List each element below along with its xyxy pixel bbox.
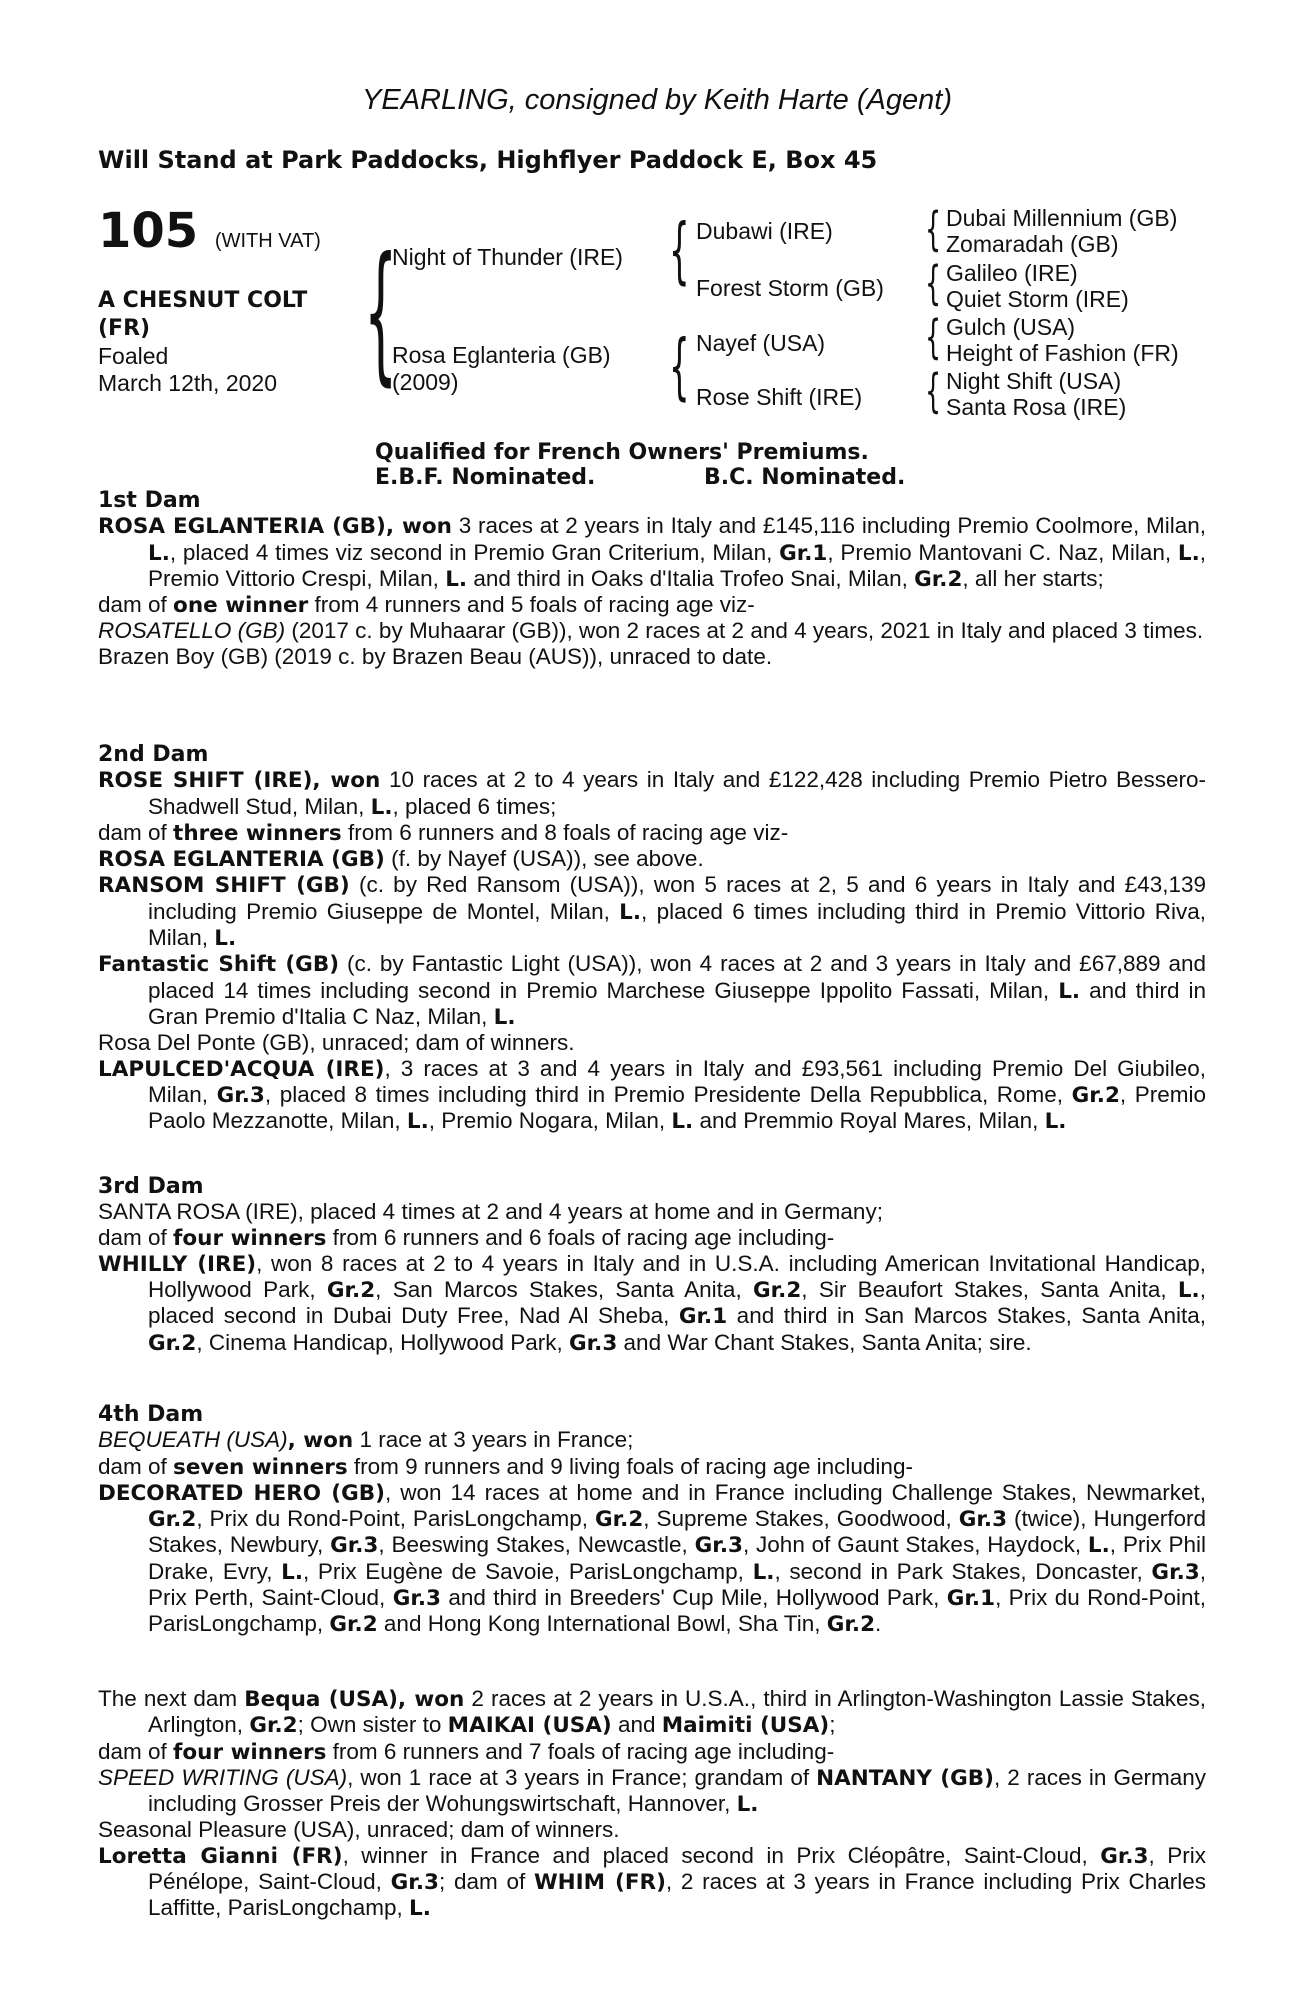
text: from 9 runners and 9 living foals of racing age including- xyxy=(347,1453,913,1479)
bc-nominated: B.C. Nominated. xyxy=(704,465,906,490)
text: (f. by Nayef (USA)), see above. xyxy=(384,846,704,872)
group: Gr.3 xyxy=(568,1330,618,1356)
group: Gr.3 xyxy=(216,1082,265,1108)
winners-count: four winners xyxy=(173,1225,327,1251)
winners-count: one winner xyxy=(173,593,309,619)
text: , Premio Paolo Mezzanotte, Milan, xyxy=(148,1081,1206,1134)
listed: L. xyxy=(493,1004,516,1030)
group: Gr.2 xyxy=(329,1612,378,1638)
winners-count: seven winners xyxy=(173,1454,348,1480)
group: Gr.2 xyxy=(752,1278,802,1304)
text: and third in Gran Premio d'Italia C Naz, Milan, xyxy=(148,977,1207,1029)
horse-name: DECORATED HERO (GB) xyxy=(98,1480,385,1506)
produce-lapulcedacqua xyxy=(98,1056,1206,1135)
dam-sire: Nayef (USA) xyxy=(696,330,826,356)
group: Gr.3 xyxy=(1151,1559,1200,1585)
text: ; Own sister to xyxy=(297,1712,448,1738)
text: , won 1 race at 3 years in France; grandam of xyxy=(347,1764,817,1790)
text: , second in Park Stakes, Doncaster, xyxy=(774,1558,1152,1584)
listed: L. xyxy=(752,1559,775,1585)
listed: L. xyxy=(281,1559,303,1585)
brace-g3: { xyxy=(925,310,942,364)
listed: L. xyxy=(445,566,468,592)
granddam-4: Santa Rosa (IRE) xyxy=(946,394,1127,420)
qualified-french: Qualified for French Owners' Premiums. xyxy=(375,440,869,465)
lot-name-line1: A CHESNUT COLT xyxy=(98,288,308,313)
text: (twice), Hungerford Stakes, Newbury, xyxy=(148,1506,1207,1558)
text: The next dam xyxy=(98,1686,245,1711)
second-dam-name: ROSE SHIFT (IRE), won xyxy=(98,768,381,794)
horse-name: ROSATELLO (GB) xyxy=(98,618,286,644)
first-dam-produce-summary xyxy=(98,592,1206,618)
text: , 2 races at 3 years in France including Prix Charles Laffitte, ParisLongchamp, xyxy=(148,1869,1207,1921)
text: dam of xyxy=(98,819,174,845)
text: , John of Gaunt Stakes, Haydock, xyxy=(742,1532,1088,1558)
fourth-dam-record xyxy=(98,1427,1206,1453)
text: , Prix Perth, Saint-Cloud, xyxy=(148,1558,1206,1611)
text: dam of xyxy=(98,1224,174,1250)
text: , placed 6 times including third in Premio Vittorio Riva, Milan, xyxy=(148,898,1206,951)
fourth-dam-name: BEQUEATH (USA) xyxy=(98,1427,288,1453)
produce-rosa-del-ponte: Rosa Del Ponte (GB), unraced; dam of winners. xyxy=(98,1030,575,1056)
group: Gr.1 xyxy=(779,540,828,566)
listed: L. xyxy=(214,926,237,952)
group: Gr.2 xyxy=(826,1612,876,1638)
winners-count: four winners xyxy=(173,1739,327,1765)
fourth-dam-section xyxy=(98,1402,1206,1638)
granddam-2: Quiet Storm (IRE) xyxy=(946,286,1129,312)
next-dam-section xyxy=(98,1686,1206,1922)
stand-location: Will Stand at Park Paddocks, Highflyer Paddock E, Box 45 xyxy=(98,146,878,174)
brace-g1: { xyxy=(925,202,942,256)
text: , Prix Eugène de Savoie, ParisLongchamp, xyxy=(303,1558,753,1584)
text: 10 races at 2 to 4 years in Italy and £122,428 including Premio Pietro Bessero-Shadwell Stud, Milan, xyxy=(148,767,1206,819)
text: , Prix du Rond-Point, ParisLongchamp, xyxy=(148,1585,1206,1637)
dam-year: (2009) xyxy=(392,369,459,395)
text: , all her starts; xyxy=(962,565,1104,591)
text: (c. by Red Ransom (USA)), won 5 races at 2, 5 and 6 years in Italy and £43,139 including Premio Giuseppe de Montel, Milan, xyxy=(148,872,1206,924)
listed: L. xyxy=(1177,540,1200,566)
text: , Prix Pénélope, Saint-Cloud, xyxy=(148,1842,1206,1895)
lot-vat: (WITH VAT) xyxy=(214,230,321,252)
grandsire-1: Dubai Millennium (GB) xyxy=(946,205,1178,231)
text: , won 14 races at home and in France including Challenge Stakes, Newmarket, xyxy=(385,1479,1206,1505)
produce-rosa-eglanteria xyxy=(98,846,1206,872)
text: , placed second in Dubai Duty Free, Nad Al Sheba, xyxy=(148,1277,1206,1329)
granddam-3: Height of Fashion (FR) xyxy=(946,340,1179,366)
lot-name-line2: (FR) xyxy=(98,316,151,341)
group: Gr.3 xyxy=(958,1507,1008,1533)
grandsire-4: Night Shift (USA) xyxy=(946,368,1122,394)
produce-brazen-boy: Brazen Boy (GB) (2019 c. by Brazen Beau (AUS)), unraced to date. xyxy=(98,643,773,669)
text: 3 races at 2 years in Italy and £145,116 including Premio Coolmore, Milan, xyxy=(451,513,1206,539)
text: and Premmio Royal Mares, Milan, xyxy=(693,1108,1045,1134)
text: and xyxy=(611,1712,662,1738)
fourth-dam-heading: 4th Dam xyxy=(98,1402,204,1427)
listed: L. xyxy=(1087,1533,1110,1559)
text: and War Chant Stakes, Santa Anita; sire. xyxy=(617,1329,1032,1355)
group: Gr.3 xyxy=(392,1586,441,1612)
text: , winner in France and placed second in Prix Cléopâtre, Saint-Cloud, xyxy=(342,1842,1101,1868)
text: , placed 8 times including third in Premio Presidente Della Repubblica, Rome, xyxy=(264,1081,1072,1107)
text: , Prix du Rond-Point, ParisLongchamp, xyxy=(196,1506,595,1532)
text: , Cinema Handicap, Hollywood Park, xyxy=(196,1329,569,1355)
text: from 6 runners and 6 foals of racing age including- xyxy=(326,1224,835,1250)
sire: Night of Thunder (IRE) xyxy=(392,244,623,270)
horse-name: ROSA EGLANTERIA (GB) xyxy=(98,847,385,873)
sire-dam-brace: { xyxy=(364,226,398,400)
text: 1 race at 3 years in France; xyxy=(353,1427,634,1453)
third-dam-heading: 3rd Dam xyxy=(98,1174,204,1199)
listed: L. xyxy=(736,1792,759,1818)
listed: L. xyxy=(406,1109,429,1135)
second-dam-heading: 2nd Dam xyxy=(98,742,209,767)
text: and third in Oaks d'Italia Trofeo Snai, Milan, xyxy=(467,565,915,591)
third-dam-record: SANTA ROSA (IRE), placed 4 times at 2 and 4 years at home and in Germany; xyxy=(98,1199,883,1225)
text: from 6 runners and 7 foals of racing age including- xyxy=(326,1738,835,1764)
produce-whilly xyxy=(98,1251,1206,1356)
produce-ransom-shift xyxy=(98,872,1206,951)
foaled-label: Foaled xyxy=(98,343,169,369)
horse-name: SPEED WRITING (USA) xyxy=(98,1764,348,1790)
listed: L. xyxy=(409,1896,431,1922)
listed: L. xyxy=(619,899,642,925)
group: Gr.2 xyxy=(914,566,963,592)
next-dam-name: Bequa (USA), won xyxy=(244,1687,465,1712)
group: Gr.2 xyxy=(594,1507,644,1533)
text: dam of xyxy=(98,1453,174,1479)
page-title: YEARLING, consigned by Keith Harte (Agent) xyxy=(362,84,952,116)
second-dam-section xyxy=(98,742,1206,1134)
text: , San Marcos Stakes, Santa Anita, xyxy=(375,1277,753,1303)
text: , placed 4 times viz second in Premio Gran Criterium, Milan, xyxy=(169,539,780,565)
listed: L. xyxy=(370,794,393,820)
first-dam-heading: 1st Dam xyxy=(98,488,201,513)
text: , Beeswing Stakes, Newcastle, xyxy=(378,1532,695,1558)
listed: L. xyxy=(1177,1278,1200,1304)
grandsire-2: Galileo (IRE) xyxy=(946,260,1078,286)
text: (2017 c. by Muhaarar (GB)), won 2 races at 2 and 4 years, 2021 in Italy and placed 3 times. xyxy=(285,618,1204,644)
second-dam-produce-summary xyxy=(98,820,1206,846)
dam-dam: Rose Shift (IRE) xyxy=(696,384,863,410)
text: 2 races at 2 years in U.S.A., third in Arlington-Washington Lassie Stakes, Arlington, xyxy=(148,1686,1206,1738)
third-dam-produce-summary xyxy=(98,1225,1206,1251)
second-dam-record xyxy=(98,767,1206,820)
lot-number-block xyxy=(98,204,321,268)
sire-line-brace: { xyxy=(669,208,690,292)
group: Gr.3 xyxy=(330,1533,379,1559)
listed: L. xyxy=(148,540,170,566)
produce-speed-writing xyxy=(98,1765,1206,1818)
sire-dam: Forest Storm (GB) xyxy=(696,275,884,301)
group: Gr.2 xyxy=(249,1713,298,1739)
text: . xyxy=(875,1611,882,1637)
group: Gr.2 xyxy=(148,1507,197,1533)
listed: L. xyxy=(1044,1109,1067,1135)
dam-line-brace: { xyxy=(669,324,690,408)
group: Gr.2 xyxy=(326,1278,376,1304)
brace-g4: { xyxy=(925,364,942,418)
text: , Premio Mantovani C. Naz, Milan, xyxy=(827,539,1178,565)
horse-name: Maimiti (USA) xyxy=(661,1713,830,1739)
text: and third in San Marcos Stakes, Santa Anita, xyxy=(727,1303,1206,1329)
text: from 4 runners and 5 foals of racing age viz- xyxy=(308,592,755,618)
produce-fantastic-shift xyxy=(98,951,1206,1030)
grandsire-3: Gulch (USA) xyxy=(946,314,1076,340)
text: , won xyxy=(287,1428,354,1454)
group: Gr.3 xyxy=(694,1533,743,1559)
text: , placed 6 times; xyxy=(392,793,557,819)
horse-name: RANSOM SHIFT (GB) xyxy=(98,873,350,899)
horse-name: NANTANY (GB) xyxy=(816,1765,994,1791)
group: Gr.3 xyxy=(1100,1843,1149,1869)
text: , Premio Nogara, Milan, xyxy=(428,1108,672,1134)
group: Gr.1 xyxy=(946,1586,996,1612)
next-dam-produce-summary xyxy=(98,1739,1206,1765)
produce-seasonal-pleasure: Seasonal Pleasure (USA), unraced; dam of winners. xyxy=(98,1817,620,1843)
horse-name: WHILLY (IRE) xyxy=(98,1251,257,1277)
text: ; dam of xyxy=(438,1869,534,1895)
text: , Prix Phil Drake, Evry, xyxy=(148,1532,1206,1584)
text: , 3 races at 3 and 4 years in Italy and £93,561 including Premio Del Giubileo, Milan, xyxy=(148,1055,1206,1107)
listed: L. xyxy=(1058,978,1081,1004)
horse-name: Fantastic Shift (GB) xyxy=(98,952,340,978)
produce-loretta-gianni xyxy=(98,1843,1206,1922)
granddam-1: Zomaradah (GB) xyxy=(946,231,1119,257)
horse-name: WHIM (FR) xyxy=(533,1870,666,1896)
produce-rosatello xyxy=(98,618,1206,643)
ebf-nominated: E.B.F. Nominated. xyxy=(375,465,596,490)
text: (c. by Fantastic Light (USA)), won 4 races at 2 and 3 years in Italy and £67,889 and placed 14 times including second in Premio Marchese Giuseppe Ippolito Fassati, Milan, xyxy=(148,951,1206,1003)
text: , won 8 races at 2 to 4 years in Italy and in U.S.A. including American Invitational Handicap, Hollywood Park, xyxy=(148,1250,1206,1303)
group: Gr.3 xyxy=(390,1870,439,1896)
text: , Supreme Stakes, Goodwood, xyxy=(643,1506,959,1532)
text: , Sir Beaufort Stakes, Santa Anita, xyxy=(801,1277,1178,1303)
horse-name: MAIKAI (USA) xyxy=(447,1713,612,1739)
group: Gr.2 xyxy=(148,1330,197,1356)
brace-g2: { xyxy=(925,256,942,310)
horse-name: LAPULCED'ACQUA (IRE) xyxy=(98,1056,385,1082)
text: and Hong Kong International Bowl, Sha Tin, xyxy=(377,1611,827,1637)
first-dam-section xyxy=(98,488,1206,669)
horse-name: Loretta Gianni (FR) xyxy=(98,1843,343,1869)
produce-decorated-hero xyxy=(98,1480,1206,1638)
lot-number: 105 xyxy=(98,203,199,259)
text: ; xyxy=(829,1712,836,1738)
text: from 6 runners and 8 foals of racing age viz- xyxy=(341,819,789,845)
text: , Premio Vittorio Crespi, Milan, xyxy=(148,539,1207,591)
first-dam-name: ROSA EGLANTERIA (GB), won xyxy=(98,514,452,540)
sire-sire: Dubawi (IRE) xyxy=(696,218,833,244)
foaled-date: March 12th, 2020 xyxy=(98,370,278,396)
third-dam-section xyxy=(98,1174,1206,1356)
dam: Rosa Eglanteria (GB) xyxy=(392,342,611,368)
listed: L. xyxy=(671,1109,694,1135)
group: Gr.1 xyxy=(678,1304,728,1330)
text: dam of xyxy=(98,1738,174,1764)
next-dam-record xyxy=(98,1686,1206,1739)
text: dam of xyxy=(98,592,174,618)
winners-count: three winners xyxy=(173,820,342,846)
first-dam-record xyxy=(98,513,1206,592)
text: , 2 races in Germany including Grosser Preis der Wohungswirtschaft, Hannover, xyxy=(148,1764,1207,1817)
group: Gr.2 xyxy=(1071,1082,1120,1108)
text: and third in Breeders' Cup Mile, Hollywood Park, xyxy=(441,1585,947,1611)
fourth-dam-produce-summary xyxy=(98,1454,1206,1480)
